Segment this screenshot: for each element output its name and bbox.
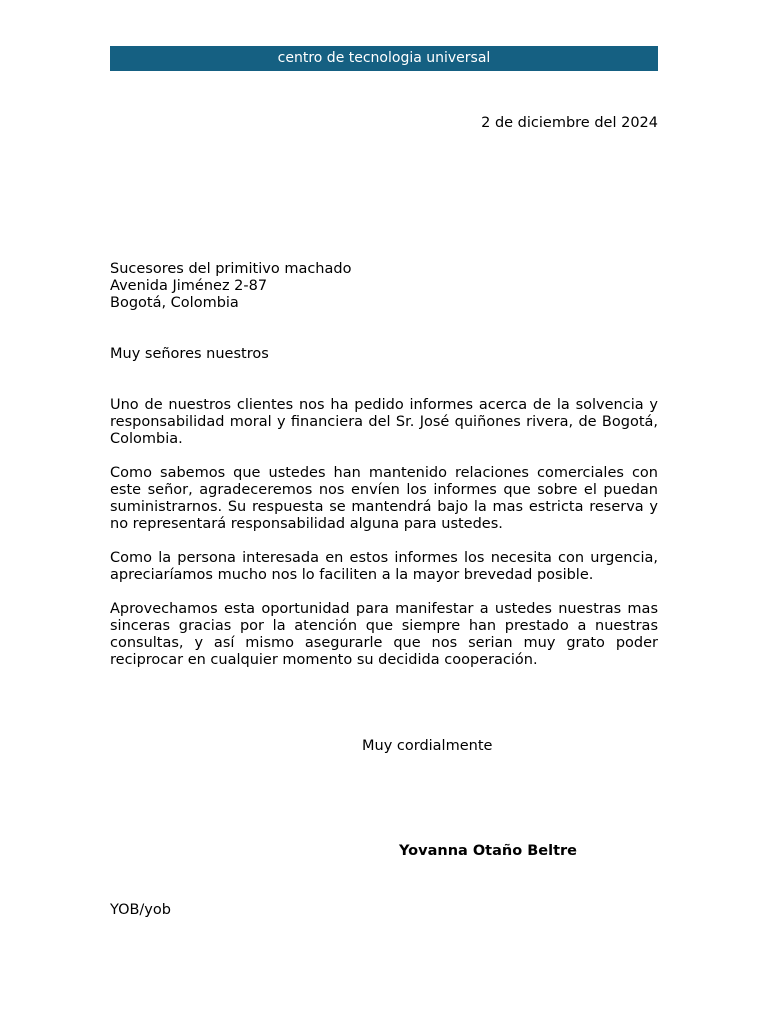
reference-initials: YOB/yob [110,902,171,918]
letter-date: 2 de diciembre del 2024 [481,115,658,131]
recipient-address [110,261,658,312]
letter-body [110,397,658,686]
salutation: Muy señores nuestros [110,346,269,362]
recipient-city: Bogotá, Colombia [110,295,239,311]
body-paragraph: Como la persona interesada en estos informes los necesita con urgencia, apreciaríamos mucho nos lo faciliten a la mayor brevedad posible. [110,550,658,583]
letterhead-banner [110,46,658,71]
body-paragraph: Como sabemos que ustedes han mantenido relaciones comerciales con este señor, agradeceremos nos envíen los informes que sobre el puedan suministrarnos. Su respuesta se mantendrá bajo la mas estricta reserva y no representará responsabilidad alguna para ustedes. [110,465,658,532]
body-paragraph: Aprovechamos esta oportunidad para manifestar a ustedes nuestras mas sinceras gracias por la atención que siempre han prestado a nuestras consultas, y así mismo asegurarle que nos serian muy grato poder reciprocar en cualquier momento su decidida cooperación. [110,601,658,668]
letterhead-title: centro de tecnologia universal [277,50,491,66]
body-paragraph: Uno de nuestros clientes nos ha pedido informes acerca de la solvencia y responsabilidad moral y financiera del Sr. José quiñones rivera, de Bogotá, Colombia. [110,397,658,447]
signature-name: Yovanna Otaño Beltre [399,843,577,859]
recipient-name: Sucesores del primitivo machado [110,261,352,277]
closing-line: Muy cordialmente [362,738,493,754]
recipient-street: Avenida Jiménez 2-87 [110,278,268,294]
